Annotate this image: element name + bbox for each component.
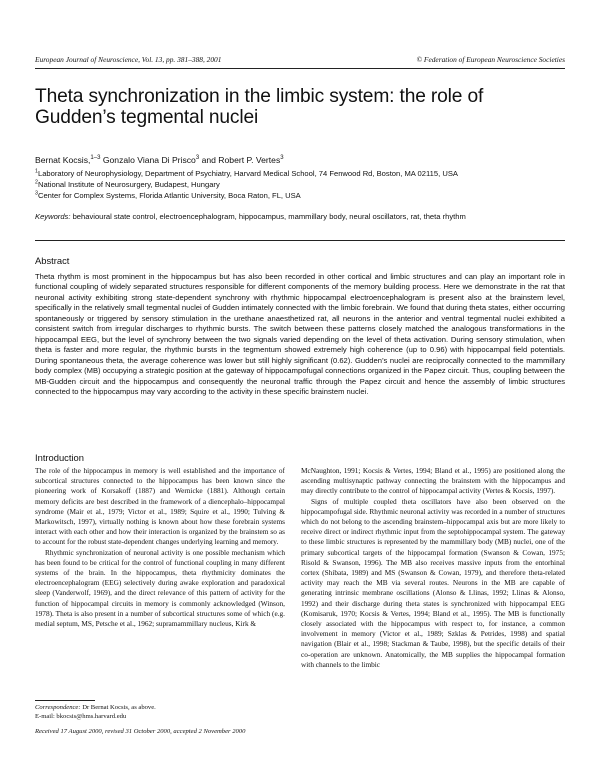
correspondence-footnote	[35, 703, 285, 721]
affiliation-marker: 2	[35, 179, 38, 186]
author-name: Bernat Kocsis,	[35, 155, 91, 165]
journal-citation: European Journal of Neuroscience, Vol. 13, pp. 381–388, 2001	[35, 55, 222, 64]
copyright-notice: © Federation of European Neuroscience Societies	[416, 55, 565, 64]
affiliation-marker: 3	[35, 190, 38, 197]
keywords	[35, 212, 565, 223]
correspondence-label: Correspondence:	[35, 704, 81, 711]
correspondence-text: Dr Bernat Kocsis, as above.	[80, 704, 156, 711]
affiliation-text: Center for Complex Systems, Florida Atlantic University, Boca Raton, FL, USA	[37, 191, 301, 200]
author-affiliation-marker: 3	[195, 155, 200, 162]
running-header	[35, 55, 565, 64]
article-title: Theta synchronization in the limbic system: the role of Gudden’s tegmental nuclei	[35, 86, 484, 128]
keywords-text: behavioural state control, electroencephalogram, hippocampus, mammillary body, neural oscillators, rat, theta rhythm	[70, 212, 466, 221]
author-name: Gonzalo Viana Di Prisco	[100, 155, 196, 165]
right-column	[301, 466, 565, 670]
introduction-heading: Introduction	[35, 452, 84, 463]
header-rule	[35, 68, 565, 69]
affiliation-list	[35, 168, 458, 201]
affiliation-text: National Institute of Neurosurgery, Budapest, Hungary	[37, 180, 220, 189]
abstract-text: Theta rhythm is most prominent in the hippocampus but has also been recorded in other cortical and limbic structures and can play an important role in functional coupling of widely separated structures responsible for different components of the memory building process. Here we demonstrate in the rat that neuronal activity exhibiting strong state-dependent synchrony with rhythmic hippocampal electroencephalogram is present also at the brainstem level, specifically in the relatively small tegmental nuclei of Gudden intimately connected with the limbic forebrain. We found that during theta states, either occurring spontaneously or triggered by sensory stimulation in the urethane anaesthetized rat, all neurons in the anterior and ventral tegmental nuclei exhibited a consistent switch from irregular discharges to rhythmic bursts. The switch between these patterns closely matched the analogous transformations in the hippocampal EEG, but the level of synchrony between the two signals varied depending on the level of theta activation. During sensory stimulation, when theta is faster and more regular, the rhythmic bursts in the tegmentum showed extremely high coherence (up to 0.96) with hippocampal field potentials. During spontaneous theta, the average coherence was lower but still highly significant (0.62). Gudden’s nuclei are reciprocally connected to the mammillary body complex (MB) occupying a strategic position at the gateway of hippocampofugal connections organized in the Papez circuit. Thus, coupling between the MB-Gudden circuit and the hippocampus and consequently the neuronal traffic through the Papez circuit and hence the assembly of limbic structures connected to the hippocampus may vary according to the activity in these specific brainstem nuclei.	[35, 272, 566, 396]
body-paragraph: The role of the hippocampus in memory is well established and the importance of subcortical structures connected to the hippocampus has been known since the pioneering work of Korsakoff (1887) and Wernicke (1881). Although certain memory deficits are best described in the framework of a diencephalo–hippocampal syndrome (Mair et al., 1979; Victor et al., 1989; Squire et al., 1990; Tulving & Markowitsch, 1997), virtually nothing is known about how these forebrain systems interact with each other and how their interaction is organized by the brainstem so as to account for the robust state-dependent changes underlying learning and memory.	[35, 466, 285, 547]
received-dates: Received 17 August 2000, revised 31 October 2000, accepted 2 November 2000	[35, 728, 246, 735]
footnote-rule	[35, 700, 95, 701]
affiliation-text: Laboratory of Neurophysiology, Department of Psychiatry, Harvard Medical School, 74 Fenwood Rd, Boston, MA 02115, USA	[37, 169, 458, 178]
body-paragraph: McNaughton, 1991; Kocsis & Vertes, 1994; Bland et al., 1995) are positioned along the ascending multisynaptic pathway connecting the brainstem with the hippocampus and may directly contribute to the control of hippocampal activity (Vertes & Kocsis, 1997).	[301, 466, 565, 496]
affiliation-marker: 1	[35, 168, 38, 175]
author-affiliation-marker: 1–3	[90, 155, 101, 162]
keywords-rule	[35, 240, 565, 241]
affiliation	[35, 168, 458, 179]
body-paragraph: Signs of multiple coupled theta oscillators have also been observed on the hippocampofugal side. Rhythmic neuronal activity was recorded in a number of structures which do not belong to the ascending brainstem–hippocampal axis but are more likely to receive direct or indirect rhythmic input from the septohippocampal system. The gateway to these limbic structures is represented by the mammillary body (MB) nuclei, one of the primary subcortical targets of the hippocampal formation (Swanson & Cowan, 1975; Risold & Swanson, 1996). The MB also receives massive inputs from the entorhinal cortex (Shibata, 1989) and MS (Swanson & Cowan, 1979), and therefore theta-related activity may reach the MB via several routes. Neurons in the MB are capable of generating intrinsic membrane oscillations (Alonso & Llinas, 1992; Llinas & Alonso, 1992) and their discharge during theta states is synchronized with hippocampal EEG (Komisaruk, 1970; Kocsis & Vertes, 1994; Bland et al., 1995). The MB is functionally closely associated with the hippocampus with respect to, for instance, a common involvement in memory (Victor et al., 1989; Szklas & Petrides, 1998) and spatial navigation (Blair et al., 1998; Stackman & Taube, 1998), but the specific details of their co-operation are unknown. Anatomically, the MB supplies the hippocampal formation with channels to the limbic	[301, 496, 565, 669]
correspondence-line	[35, 703, 285, 712]
affiliation	[35, 190, 458, 201]
author-name: and Robert P. Vertes	[199, 155, 281, 165]
email-line: E-mail: bkocsis@hms.harvard.edu	[35, 713, 127, 720]
author-list	[35, 155, 284, 165]
affiliation	[35, 179, 458, 190]
left-column	[35, 466, 285, 629]
author-affiliation-marker: 3	[280, 155, 284, 162]
body-paragraph: Rhythmic synchronization of neuronal activity is one possible mechanism which has been found to be critical for the control of functional coupling in many different systems of the brain. In the hippocampus, theta rhythmicity dominates the electroencephalogram (EEG) selectively during awake exploration and paradoxical sleep (Vanderwolf, 1969), and the direct relevance of this pattern of activity for the function of hippocampal circuits in memory is commonly acknowledged (Winson, 1978). Theta is also present in a number of subcortical structures some of which (e.g. medial septum, MS, Petsche et al., 1962; supramammillary nucleus, Kirk &	[35, 547, 285, 629]
keywords-label: Keywords:	[35, 212, 71, 221]
abstract-heading: Abstract	[35, 255, 70, 266]
